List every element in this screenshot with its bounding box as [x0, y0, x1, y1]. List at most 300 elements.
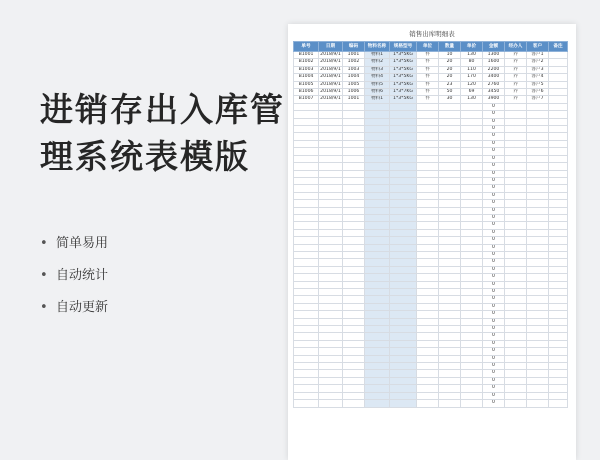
table-cell: [549, 74, 568, 81]
table-row: [294, 355, 568, 362]
table-cell: [527, 370, 549, 377]
table-cell: [390, 244, 417, 251]
table-cell: 乔: [505, 59, 527, 66]
table-cell: [319, 207, 343, 214]
table-cell: [365, 229, 390, 236]
table-cell: [365, 318, 390, 325]
table-cell: 0: [483, 207, 505, 214]
table-cell: [527, 140, 549, 147]
table-cell: [343, 281, 365, 288]
table-row: [294, 333, 568, 340]
table-cell: [549, 148, 568, 155]
table-row: [294, 251, 568, 258]
table-cell: [439, 103, 461, 110]
table-cell: 120: [461, 81, 483, 88]
table-cell: [527, 340, 549, 347]
table-cell: [549, 385, 568, 392]
table-cell: [390, 163, 417, 170]
table-cell: 0: [483, 392, 505, 399]
page-title-line-2: 理系统表模版: [40, 137, 250, 176]
table-cell: [461, 207, 483, 214]
table-cell: [549, 177, 568, 184]
table-cell: 0: [483, 370, 505, 377]
table-cell: [549, 103, 568, 110]
table-cell: [461, 103, 483, 110]
table-cell: [505, 229, 527, 236]
table-cell: [417, 274, 439, 281]
table-cell: 乔: [505, 66, 527, 73]
table-row: [294, 148, 568, 155]
table-cell: [417, 289, 439, 296]
table-cell: [417, 355, 439, 362]
table-cell: [319, 326, 343, 333]
feature-label: 自动统计: [56, 268, 109, 283]
table-row: [294, 140, 568, 147]
table-cell: [417, 237, 439, 244]
table-row: [294, 155, 568, 162]
table-cell: [439, 318, 461, 325]
table-cell: [527, 200, 549, 207]
table-cell: [527, 355, 549, 362]
table-cell: [527, 163, 549, 170]
table-cell: [365, 126, 390, 133]
table-cell: [549, 89, 568, 96]
sales-outbound-table: [293, 41, 568, 408]
table-cell: 1004: [343, 74, 365, 81]
table-cell: [417, 177, 439, 184]
table-cell: 件: [417, 66, 439, 73]
table-cell: [549, 274, 568, 281]
table-cell: [417, 229, 439, 236]
table-cell: [549, 311, 568, 318]
table-cell: [549, 52, 568, 59]
table-cell: [294, 192, 319, 199]
feature-item: [40, 267, 108, 299]
table-cell: 客户1: [527, 52, 549, 59]
table-cell: [549, 326, 568, 333]
table-cell: [365, 251, 390, 258]
table-cell: [365, 133, 390, 140]
table-cell: [461, 311, 483, 318]
table-cell: [505, 177, 527, 184]
table-cell: [343, 177, 365, 184]
table-row: [294, 311, 568, 318]
table-cell: [417, 377, 439, 384]
table-row: [294, 126, 568, 133]
table-cell: [461, 274, 483, 281]
table-cell: [549, 81, 568, 88]
table-cell: 1*3*5KG: [390, 74, 417, 81]
table-row: [294, 59, 568, 66]
table-cell: [461, 163, 483, 170]
table-cell: [365, 155, 390, 162]
table-cell: [365, 340, 390, 347]
table-cell: [390, 289, 417, 296]
table-cell: 0: [483, 385, 505, 392]
table-cell: 0: [483, 333, 505, 340]
table-row: [294, 363, 568, 370]
table-cell: [417, 266, 439, 273]
column-header: 编码: [343, 42, 365, 52]
table-cell: [417, 333, 439, 340]
table-cell: [439, 163, 461, 170]
table-cell: [343, 289, 365, 296]
table-cell: [319, 385, 343, 392]
table-cell: [549, 370, 568, 377]
table-cell: [505, 207, 527, 214]
table-cell: [294, 148, 319, 155]
table-cell: [505, 214, 527, 221]
table-cell: [365, 274, 390, 281]
table-cell: [319, 259, 343, 266]
table-cell: B1004: [294, 74, 319, 81]
bullet-icon: •: [40, 268, 48, 283]
table-cell: [505, 244, 527, 251]
table-row: [294, 170, 568, 177]
table-cell: [461, 170, 483, 177]
table-cell: [417, 214, 439, 221]
table-cell: [390, 303, 417, 310]
table-cell: 客户6: [527, 89, 549, 96]
table-cell: 1*3*5KG: [390, 96, 417, 103]
table-cell: [549, 303, 568, 310]
table-cell: [461, 140, 483, 147]
table-cell: 2018/9/1: [320, 96, 341, 102]
table-cell: [439, 118, 461, 125]
table-cell: [549, 200, 568, 207]
table-cell: [439, 259, 461, 266]
table-cell: [417, 170, 439, 177]
table-row: [294, 370, 568, 377]
table-cell: [439, 214, 461, 221]
table-row: [294, 318, 568, 325]
table-row: [294, 207, 568, 214]
table-cell: 0: [483, 251, 505, 258]
table-cell: B1006: [294, 89, 319, 96]
table-cell: [461, 214, 483, 221]
table-cell: [505, 118, 527, 125]
table-cell: 乔: [505, 89, 527, 96]
table-row: [294, 192, 568, 199]
table-cell: 乔: [505, 96, 527, 103]
table-row: [294, 392, 568, 399]
table-cell: [319, 311, 343, 318]
table-cell: [390, 118, 417, 125]
table-cell: [505, 103, 527, 110]
table-cell: [439, 244, 461, 251]
table-cell: [417, 140, 439, 147]
table-cell: [417, 118, 439, 125]
table-cell: [294, 251, 319, 258]
table-cell: 110: [461, 66, 483, 73]
table-cell: [461, 400, 483, 407]
table-cell: 0: [483, 214, 505, 221]
table-cell: [549, 266, 568, 273]
table-cell: [343, 355, 365, 362]
table-row: [294, 296, 568, 303]
column-header: 规格型号: [390, 42, 417, 52]
table-cell: 1003: [343, 66, 365, 73]
table-cell: [439, 185, 461, 192]
table-row: [294, 326, 568, 333]
table-cell: [343, 111, 365, 118]
table-cell: [439, 111, 461, 118]
table-cell: [343, 214, 365, 221]
table-cell: [294, 214, 319, 221]
table-cell: [417, 311, 439, 318]
table-cell: [461, 326, 483, 333]
table-cell: [390, 355, 417, 362]
table-cell: 0: [483, 237, 505, 244]
table-cell: [439, 333, 461, 340]
table-cell: [319, 118, 343, 125]
table-cell: [294, 318, 319, 325]
table-cell: [365, 303, 390, 310]
table-cell: [343, 237, 365, 244]
table-cell: [527, 385, 549, 392]
table-row: [294, 111, 568, 118]
table-cell: [461, 229, 483, 236]
table-cell: [319, 155, 343, 162]
table-cell: [549, 163, 568, 170]
table-cell: [319, 348, 343, 355]
table-cell: [439, 222, 461, 229]
column-header: 经办人: [505, 42, 527, 52]
table-cell: [365, 177, 390, 184]
table-row: [294, 237, 568, 244]
page-title-line-1: 进销存出入库管: [40, 90, 285, 129]
table-cell: 2018/9/1: [320, 74, 341, 80]
feature-label: 自动更新: [56, 300, 109, 315]
table-cell: [319, 370, 343, 377]
table-cell: [294, 185, 319, 192]
table-cell: [505, 400, 527, 407]
table-cell: [461, 370, 483, 377]
table-cell: [417, 200, 439, 207]
spreadsheet-preview: [288, 24, 576, 460]
table-cell: [365, 192, 390, 199]
table-cell: [365, 296, 390, 303]
table-cell: [390, 200, 417, 207]
table-cell: [319, 222, 343, 229]
table-cell: 0: [483, 155, 505, 162]
table-cell: [390, 377, 417, 384]
table-cell: 130: [461, 52, 483, 59]
table-cell: [319, 363, 343, 370]
table-row: [294, 281, 568, 288]
table-cell: 20: [439, 59, 461, 66]
table-cell: 0: [483, 140, 505, 147]
table-cell: [294, 237, 319, 244]
table-cell: 1005: [343, 81, 365, 88]
table-cell: 乔: [505, 81, 527, 88]
table-cell: 1006: [343, 89, 365, 96]
table-cell: [390, 207, 417, 214]
table-cell: 23: [439, 81, 461, 88]
table-cell: [390, 229, 417, 236]
table-cell: [417, 370, 439, 377]
table-cell: [505, 392, 527, 399]
table-cell: B1001: [294, 52, 319, 59]
table-cell: [365, 111, 390, 118]
table-cell: [505, 200, 527, 207]
table-cell: [365, 326, 390, 333]
table-cell: [343, 222, 365, 229]
table-cell: [505, 296, 527, 303]
table-cell: [365, 148, 390, 155]
table-cell: [439, 192, 461, 199]
table-row: [294, 303, 568, 310]
table-cell: [549, 318, 568, 325]
table-cell: [527, 289, 549, 296]
table-cell: [417, 207, 439, 214]
table-cell: [343, 133, 365, 140]
table-row: [294, 266, 568, 273]
table-cell: [505, 281, 527, 288]
column-header: 数量: [439, 42, 461, 52]
table-cell: 件: [417, 52, 439, 59]
table-cell: [390, 385, 417, 392]
table-cell: 0: [483, 355, 505, 362]
table-cell: [343, 251, 365, 258]
table-cell: [343, 296, 365, 303]
table-cell: [527, 281, 549, 288]
table-cell: [505, 340, 527, 347]
table-cell: 0: [483, 326, 505, 333]
table-cell: [505, 311, 527, 318]
table-cell: [294, 111, 319, 118]
table-cell: [365, 370, 390, 377]
table-cell: [390, 192, 417, 199]
table-cell: [461, 296, 483, 303]
table-cell: [461, 118, 483, 125]
table-cell: 0: [483, 303, 505, 310]
table-cell: [390, 274, 417, 281]
table-cell: [319, 281, 343, 288]
table-cell: [319, 200, 343, 207]
table-cell: 客户4: [527, 74, 549, 81]
table-row: [294, 259, 568, 266]
table-cell: [439, 177, 461, 184]
sheet-title: 销售出库明细表: [409, 30, 455, 38]
table-cell: 0: [483, 148, 505, 155]
table-cell: [294, 200, 319, 207]
table-cell: [319, 303, 343, 310]
table-cell: [439, 266, 461, 273]
table-cell: [461, 244, 483, 251]
table-cell: 件: [417, 74, 439, 81]
table-cell: [439, 140, 461, 147]
table-cell: [417, 133, 439, 140]
table-cell: [505, 237, 527, 244]
table-cell: [461, 200, 483, 207]
table-cell: [390, 318, 417, 325]
table-cell: [439, 170, 461, 177]
table-cell: [343, 385, 365, 392]
table-cell: [294, 348, 319, 355]
table-cell: [549, 214, 568, 221]
table-cell: [461, 237, 483, 244]
table-cell: B1007: [294, 96, 319, 103]
table-cell: [417, 103, 439, 110]
table-cell: [439, 385, 461, 392]
table-cell: [527, 170, 549, 177]
table-cell: [294, 118, 319, 125]
table-cell: [365, 200, 390, 207]
table-cell: [365, 333, 390, 340]
table-cell: [527, 192, 549, 199]
table-cell: 130: [461, 96, 483, 103]
table-cell: [417, 111, 439, 118]
table-cell: [505, 111, 527, 118]
table-cell: [365, 363, 390, 370]
table-cell: [461, 192, 483, 199]
table-cell: [365, 311, 390, 318]
table-cell: [343, 318, 365, 325]
table-cell: [549, 259, 568, 266]
table-cell: [527, 133, 549, 140]
table-cell: [319, 103, 343, 110]
table-cell: [461, 392, 483, 399]
table-cell: [343, 266, 365, 273]
table-cell: 0: [483, 318, 505, 325]
table-cell: [527, 244, 549, 251]
table-cell: [390, 177, 417, 184]
table-row: [294, 52, 568, 59]
table-cell: [461, 340, 483, 347]
table-row: [294, 89, 568, 96]
table-cell: [319, 229, 343, 236]
table-cell: [439, 340, 461, 347]
table-cell: 客户2: [527, 59, 549, 66]
table-cell: 0: [483, 348, 505, 355]
table-cell: [390, 392, 417, 399]
table-cell: [417, 281, 439, 288]
table-cell: 0: [483, 377, 505, 384]
table-cell: 客户7: [527, 96, 549, 103]
table-cell: [319, 289, 343, 296]
table-cell: [417, 163, 439, 170]
table-cell: [294, 177, 319, 184]
table-cell: [390, 237, 417, 244]
table-cell: [549, 400, 568, 407]
table-cell: [417, 363, 439, 370]
table-cell: [549, 207, 568, 214]
table-cell: [461, 133, 483, 140]
table-cell: [439, 207, 461, 214]
table-cell: [527, 111, 549, 118]
table-cell: [549, 363, 568, 370]
table-cell: [390, 348, 417, 355]
table-cell: [343, 340, 365, 347]
table-cell: 2018/9/1: [320, 52, 341, 57]
table-cell: [417, 392, 439, 399]
table-cell: [527, 155, 549, 162]
table-cell: [439, 200, 461, 207]
table-cell: 2760: [483, 81, 505, 88]
table-cell: [549, 192, 568, 199]
table-cell: [319, 177, 343, 184]
table-cell: [505, 363, 527, 370]
table-cell: [549, 244, 568, 251]
table-cell: 1*3*5KG: [390, 59, 417, 66]
table-cell: 2018/9/1: [320, 66, 341, 72]
column-header: 客户: [527, 42, 549, 52]
table-cell: [439, 348, 461, 355]
table-cell: [294, 163, 319, 170]
table-cell: 3400: [483, 74, 505, 81]
table-cell: [527, 177, 549, 184]
